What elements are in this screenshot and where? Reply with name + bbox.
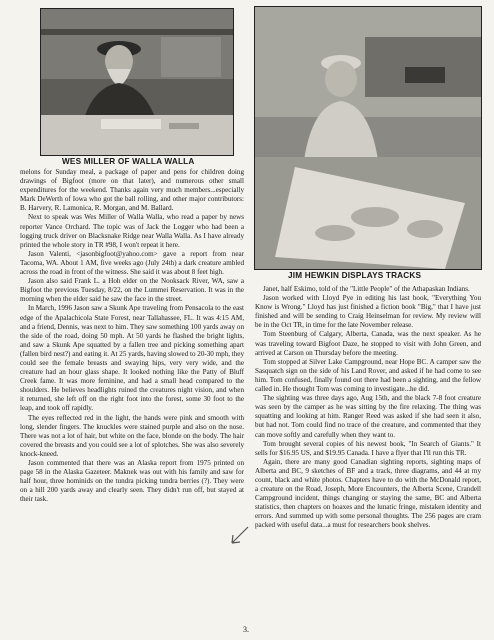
- photo-jim-hewkin-image: [255, 7, 481, 269]
- caption-jim-hewkin: JIM HEWKIN DISPLAYS TRACKS: [288, 271, 422, 280]
- left-paragraph: Next to speak was Wes Miller of Walla Walla, who read a paper by news reporter Vance Orchard. The topic was of Jack the Logger who had been a logging truck driver on Blacksnake Ridge near Walla Walla. As I have already printed the whole story in TR #98, I won't repeat it here.: [20, 213, 244, 249]
- left-paragraph: Jason also said Frank L. a Hoh elder on the Nooksack River, WA, saw a Bigfoot the previous Tuesday, 8/22, on the Lummei Reservation. It was in the morning when the elder said he saw the face in the street.: [20, 277, 244, 304]
- left-paragraph: The eyes reflected red in the light, the hands were pink and smooth with long, slender fingers. The knuckles were stained purple and also on the nose. There was not a lot of hair, but white on the face, blonde on the body. The hair covered the breasts and you could see a lot of splotches. She was also severely knock-kneed.: [20, 413, 244, 458]
- right-paragraph: Tom brought several copies of his newest book, "In Search of Giants." It sells for $16.95 US, and $19.95 Canada. I have a flyer that I'll run this TR.: [255, 439, 481, 457]
- right-paragraph: Janet, half Eskimo, told of the "Little People" of the Athapaskan Indians.: [263, 285, 470, 293]
- right-paragraph: The sighting was three days ago, Aug 15th, and the black 7-8 foot creature was seen by the camper as he was sitting by the fire relaxing. The thing was squatting and looking at him. Ranger Reed was asked if she had seen it also, but had not. Tom could find no trace of the creature, and commented that they can move softly and carefully when they want to.: [255, 394, 481, 439]
- right-column-text: [255, 285, 481, 531]
- photo-wes-miller-image: [41, 9, 233, 155]
- photo-wes-miller: [40, 8, 234, 156]
- right-paragraph: Tom stopped at Silver Lake Campground, near Hope BC. A camper saw the Sasquatch sign on the side of his Land Rover, and asked if he had come to see him. Tom confused, finally found out there had been a sighting, and the fellow called in. He thought Tom was coming to investigate...he did.: [255, 357, 481, 394]
- left-paragraph: Jason commented that there was an Alaska report from 1975 printed on page 58 in the Alaska Gazeteer. Maknek was out with his family and saw for half hour, three hominids on the tundra picking tundra berries (?). They were on a hill 200 yards away and clearly seen. They didn't run off, but stayed at their task.: [20, 459, 244, 504]
- left-paragraph: In March, 1996 Jason saw a Skunk Ape traveling from Pensacola to the east edge of the Apalachicola State Forest, near Tallahassee, FL. It was 4:15 AM, and a friend, Dennis, was next to him. They saw something 100 yards away on the side of the road, doing 50 mph. At 50 yards he flashed the bright lights, and saw a Skunk Ape squatted by a fallen tree and picking something apart (fallen bird nest?) and eating it. At 25 yards, having slowed to 20-30 mph, they could see the female breasts and swaying hips, very very wide, and the creature had an hour glass shape. It looked nothing like the Patty of Bluff Creek fame. It was more feminine, and had a small head compared to the shoulders. He believes headlights ruined the creatures night vision, and when it returned, she left off on the right foot into the forest, some 30 foot to the leap, and took off rapidly.: [20, 304, 244, 413]
- handwritten-arrow-mark: [228, 525, 250, 549]
- right-paragraph: Again, there are many good Canadian sighting reports, sighting maps of Alberta and BC, 9 sketches of BF and a track, three diagrams, and 44 at my count, black and white photos. Chapters have to do with the McDonald report, a creature on the Road, Joseph, More Encounters, the Alberta Scene, Crandell Campground incident, things changing or staying the same, BC and Alberta statistics, then chapters on hoaxes and the lunatic fringe, mistaken identity and errors. And summed up with some personal thoughts. The 256 pages are cram packed with useful data...a must for researchers book shelves.: [255, 457, 481, 530]
- photo-jim-hewkin: [254, 6, 482, 270]
- left-paragraph: melons for Sunday meal, a package of paper and pens for children doing drawings of Bigfoot (more on that later), and numerous other small expenditures for the weekend. Thanks again very much members...especially Mark DeWerth of Iowa who got the ball rolling, and other major contributors: B. Harvery, R. Lamonica, R. Morgan, and M. Ballard.: [20, 168, 244, 213]
- right-paragraph: Tom Steenburg of Calgary, Alberta, Canada, was the next speaker. As he was traveling toward Bigfoot Daze, he stopped to visit with John Green, and arrived at Carson on Thursday before the meeting.: [255, 330, 481, 357]
- left-paragraph: Jason Valenti, <jasonbigfoot@yahoo.com> gave a report from near Tacoma, WA. About 1 AM, five weeks ago (July 24th) a dark creature ambled across the road in front of the witness. She said it was about 8 feet high.: [20, 249, 244, 277]
- caption-wes-miller: WES MILLER OF WALLA WALLA: [62, 157, 195, 166]
- left-column-text: [20, 168, 244, 504]
- right-paragraph: Jason worked with Lloyd Pye in editing his last book, "Everything You Know is Wrong." Lloyd has just finished a fiction book "Big," that I have just finished and will be sending to Craig Heinselman for review. My review will be in the Oct TR, in time for the late November release.: [255, 294, 481, 330]
- page-number: 3.: [243, 625, 249, 634]
